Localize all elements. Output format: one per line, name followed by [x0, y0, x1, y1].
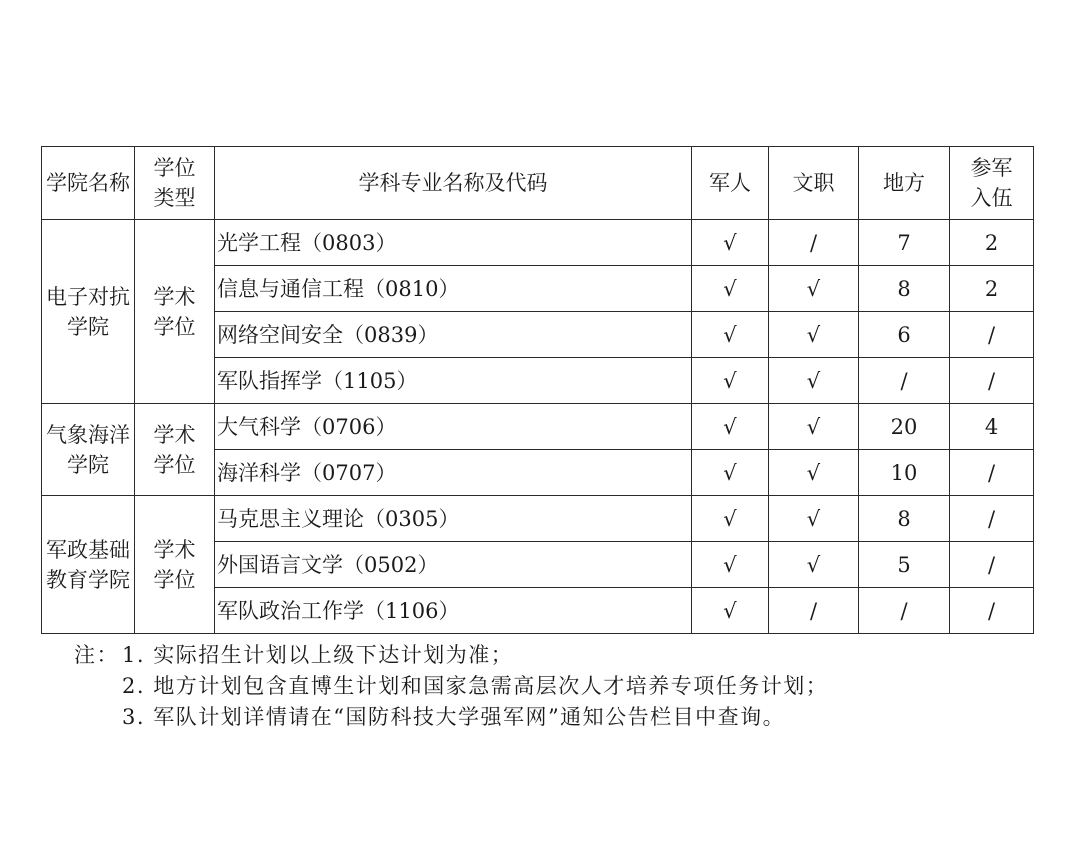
college-name-line1: 军政基础 [46, 537, 130, 562]
military-cell: √ [692, 496, 769, 542]
local-cell: / [859, 358, 950, 404]
header-major: 学科专业名称及代码 [215, 147, 692, 220]
table-row [42, 220, 1034, 266]
civil-cell: √ [769, 358, 859, 404]
degree-type-line2: 学位 [153, 452, 196, 477]
major-cell: 光学工程（0803） [215, 220, 692, 266]
local-cell: 10 [859, 450, 950, 496]
header-enlist-line1: 参军 [970, 156, 1013, 180]
local-cell: 20 [859, 404, 950, 450]
note-item: 1. 实际招生计划以上级下达计划为准； [122, 643, 514, 667]
military-cell: √ [692, 266, 769, 312]
major-cell: 军队政治工作学（1106） [215, 588, 692, 634]
civil-cell: √ [769, 542, 859, 588]
college-name-line2: 学院 [67, 452, 109, 477]
enlist-cell: / [950, 588, 1034, 634]
civil-cell: / [769, 220, 859, 266]
note-line-2 [74, 671, 828, 702]
college-name-line2: 教育学院 [46, 567, 130, 592]
header-degree-type-line2: 类型 [153, 186, 196, 210]
degree-type-line2: 学位 [153, 314, 196, 339]
local-cell: 8 [859, 496, 950, 542]
college-cell [42, 220, 135, 404]
notes-label: 注： [74, 643, 119, 667]
degree-type-line1: 学术 [153, 284, 196, 309]
local-cell: 7 [859, 220, 950, 266]
note-line-1 [74, 640, 828, 671]
college-cell [42, 496, 135, 634]
civil-cell: √ [769, 312, 859, 358]
header-degree-type [135, 147, 215, 220]
college-name-line1: 气象海洋 [46, 422, 130, 447]
enlist-cell: 4 [950, 404, 1034, 450]
degree-type-line1: 学术 [153, 422, 196, 447]
college-cell [42, 404, 135, 496]
civil-cell: / [769, 588, 859, 634]
header-row [42, 147, 1034, 220]
table-row [42, 404, 1034, 450]
notes-section [74, 640, 828, 733]
military-cell: √ [692, 588, 769, 634]
degree-type-cell [135, 496, 215, 634]
local-cell: 5 [859, 542, 950, 588]
major-cell: 大气科学（0706） [215, 404, 692, 450]
degree-type-line1: 学术 [153, 537, 196, 562]
college-name-line1: 电子对抗 [46, 284, 130, 309]
header-military: 军人 [692, 147, 769, 220]
note-item: 3. 军队计划详情请在“国防科技大学强军网”通知公告栏目中查询。 [122, 705, 786, 729]
note-item: 2. 地方计划包含直博生计划和国家急需高层次人才培养专项任务计划； [122, 674, 829, 698]
header-enlist [950, 147, 1034, 220]
degree-type-cell [135, 220, 215, 404]
enlist-cell: 2 [950, 266, 1034, 312]
enlist-cell: / [950, 450, 1034, 496]
military-cell: √ [692, 312, 769, 358]
header-enlist-line2: 入伍 [970, 186, 1013, 210]
header-degree-type-line1: 学位 [153, 156, 196, 180]
civil-cell: √ [769, 450, 859, 496]
header-local: 地方 [859, 147, 950, 220]
military-cell: √ [692, 358, 769, 404]
major-cell: 海洋科学（0707） [215, 450, 692, 496]
header-college: 学院名称 [42, 147, 135, 220]
degree-type-cell [135, 404, 215, 496]
military-cell: √ [692, 542, 769, 588]
civil-cell: √ [769, 404, 859, 450]
enlist-cell: 2 [950, 220, 1034, 266]
enlist-cell: / [950, 312, 1034, 358]
local-cell: / [859, 588, 950, 634]
admissions-plan-table [41, 146, 1034, 634]
civil-cell: √ [769, 496, 859, 542]
major-cell: 信息与通信工程（0810） [215, 266, 692, 312]
local-cell: 6 [859, 312, 950, 358]
header-civil: 文职 [769, 147, 859, 220]
local-cell: 8 [859, 266, 950, 312]
college-name-line2: 学院 [67, 314, 109, 339]
degree-type-line2: 学位 [153, 567, 196, 592]
military-cell: √ [692, 450, 769, 496]
civil-cell: √ [769, 266, 859, 312]
table-row [42, 496, 1034, 542]
enlist-cell: / [950, 496, 1034, 542]
major-cell: 外国语言文学（0502） [215, 542, 692, 588]
major-cell: 网络空间安全（0839） [215, 312, 692, 358]
major-cell: 军队指挥学（1105） [215, 358, 692, 404]
major-cell: 马克思主义理论（0305） [215, 496, 692, 542]
enlist-cell: / [950, 358, 1034, 404]
military-cell: √ [692, 404, 769, 450]
military-cell: √ [692, 220, 769, 266]
enlist-cell: / [950, 542, 1034, 588]
note-line-3 [74, 702, 828, 733]
